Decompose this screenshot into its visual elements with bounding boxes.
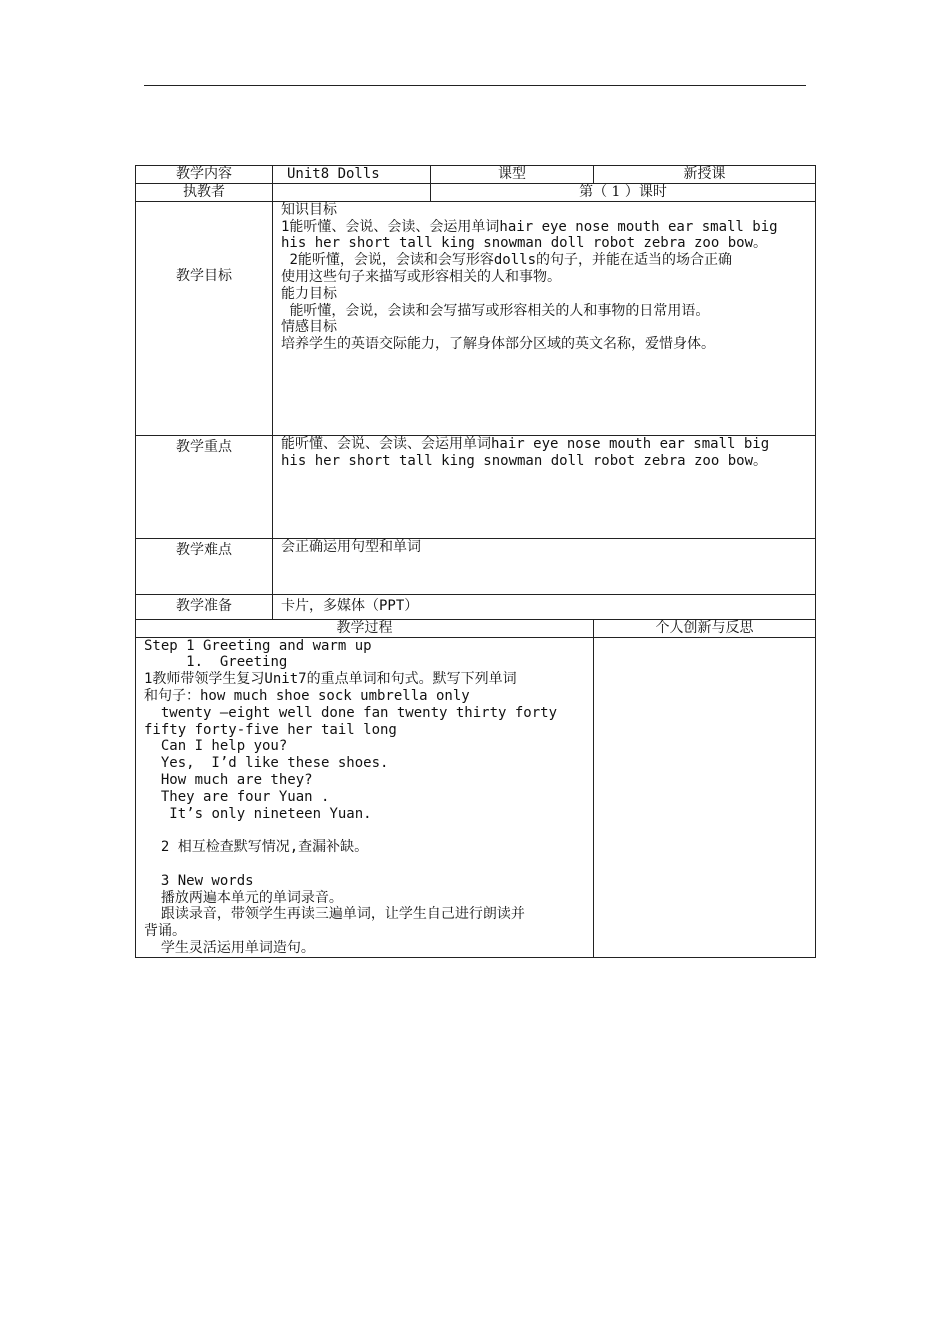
process-line-blank [144,822,585,839]
key-points-content [273,435,816,538]
goals-line: 情感目标 [281,319,337,336]
teacher-label: 执教者 [136,183,273,201]
key-points-line: 能听懂、会说、会读、会运用单词hair eye nose mouth ear small big [281,435,770,452]
goals-content [273,201,816,435]
reflection-label: 个人创新与反思 [594,619,816,637]
header-rule [144,85,806,86]
type-value: 新授课 [594,166,816,184]
content-value: Unit8 Dolls [273,166,431,184]
goals-line: 使用这些句子来描写或形容相关的人和事物。 [281,268,561,285]
process-line: Can I help you? [144,738,288,755]
goals-line: 能听懂，会说，会读和会写描写或形容相关的人和事物的日常用语。 [281,302,710,319]
process-line: 和句子：how much shoe sock umbrella only [144,687,470,704]
reflection-content [594,637,816,957]
row-difficulties [136,538,816,594]
row-goals [136,201,816,435]
row-process [136,637,816,957]
goals-line: 培养学生的英语交际能力，了解身体部分区域的英文名称，爱惜身体。 [281,336,715,353]
key-points-line: his her short tall king snowman doll robot zebra zoo bow。 [281,452,768,469]
key-points-label: 教学重点 [136,435,273,538]
process-content [136,637,594,957]
process-label: 教学过程 [136,619,594,637]
process-line: 跟读录音，带领学生再读三遍单词，让学生自己进行朗读并 [144,906,525,923]
type-label: 课型 [431,166,594,184]
process-line: 2 相互检查默写情况,查漏补缺。 [144,839,369,856]
process-line: 学生灵活运用单词造句。 [144,939,315,956]
teacher-value [273,183,431,201]
process-line: fifty forty-five her tail long [144,721,397,738]
process-line-blank [144,856,585,873]
row-content [136,166,816,184]
row-key-points [136,435,816,538]
goals-line: 2能听懂，会说，会读和会写形容dolls的句子，并能在适当的场合正确 [281,252,733,269]
process-line: Yes, I’d like these shoes. [144,755,389,772]
difficulties-content: 会正确运用句型和单词 [273,538,816,594]
row-preparation [136,594,816,619]
process-line: It’s only nineteen Yuan. [144,805,372,822]
process-line: twenty –eight well done fan twenty thirty forty [144,704,558,721]
process-line: 背诵。 [144,923,186,940]
process-line: Step 1 Greeting and warm up [144,637,372,654]
process-line: 1. Greeting [144,654,288,671]
content-label: 教学内容 [136,166,273,184]
goals-line: 能力目标 [281,285,337,302]
process-line: 1教师带领学生复习Unit7的重点单词和句式。默写下列单词 [144,671,517,688]
process-line: How much are they? [144,771,313,788]
lesson-plan-table [135,165,816,958]
row-process-header [136,619,816,637]
difficulties-label: 教学难点 [136,538,273,594]
goals-line: his her short tall king snowman doll robot zebra zoo bow。 [281,235,768,252]
goals-label: 教学目标 [136,201,273,435]
process-line: They are four Yuan . [144,788,330,805]
goals-line: 1能听懂、会说、会读、会运用单词hair eye nose mouth ear small big [281,218,778,235]
goals-line: 知识目标 [281,201,337,218]
row-teacher [136,183,816,201]
preparation-content: 卡片，多媒体（PPT） [273,594,816,619]
period-text: 第（ 1 ）课时 [431,183,816,201]
process-line: 播放两遍本单元的单词录音。 [144,889,343,906]
process-line: 3 New words [144,872,254,889]
preparation-label: 教学准备 [136,594,273,619]
